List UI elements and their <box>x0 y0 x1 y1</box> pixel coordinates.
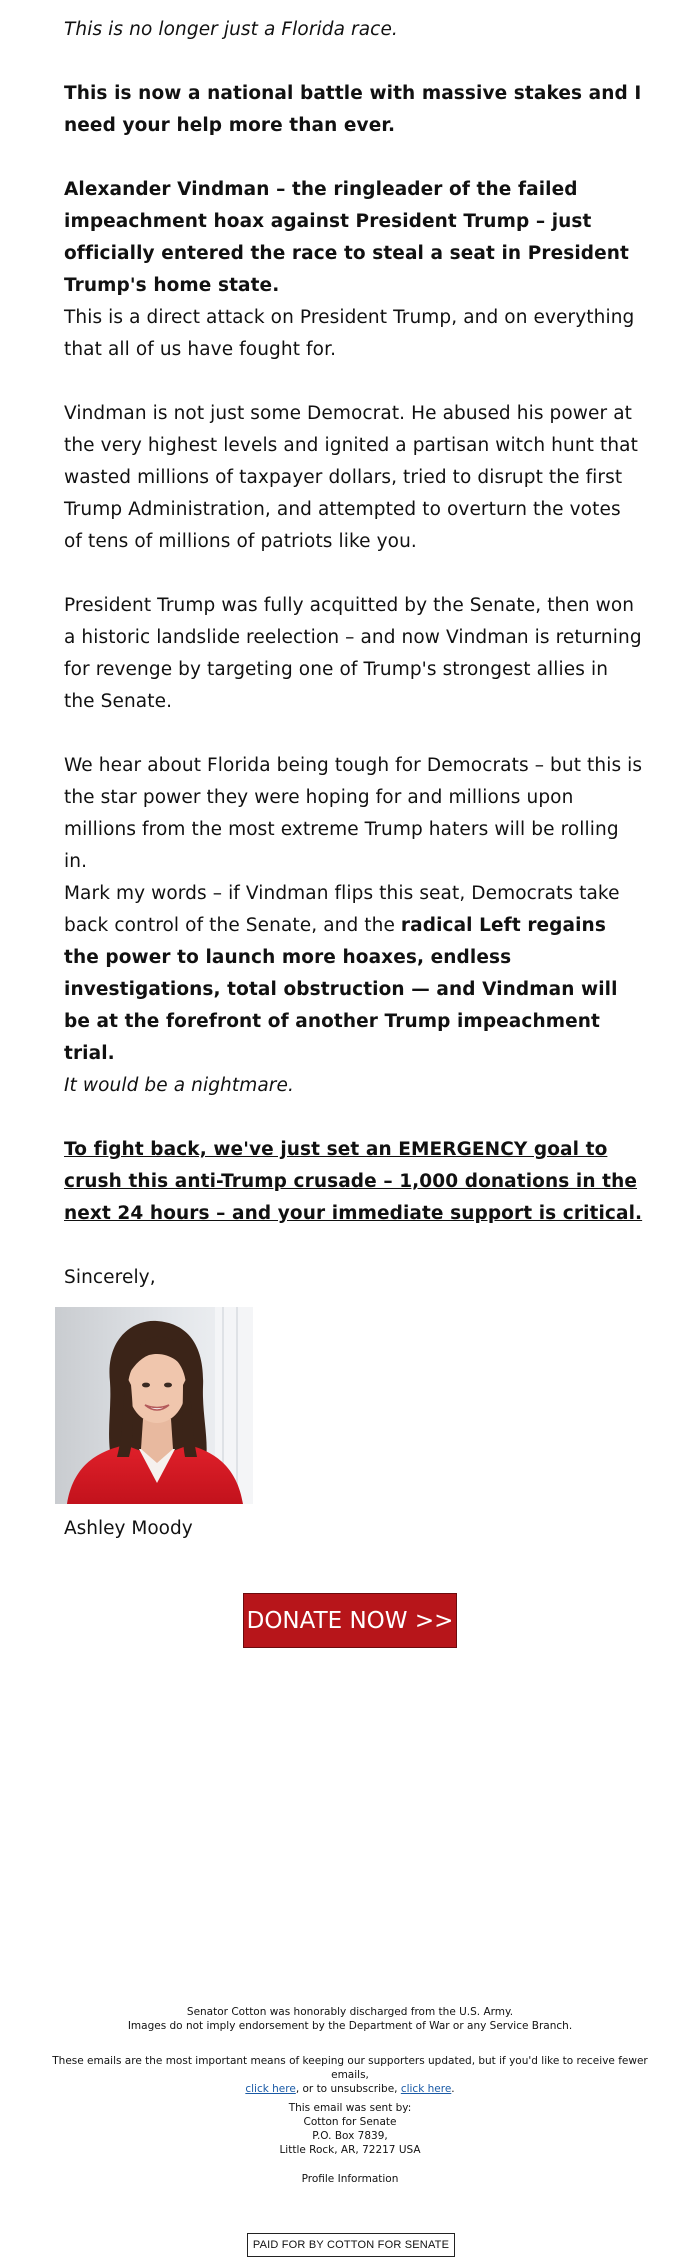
disclaimer-line-2: Images do not imply endorsement by the Department of War or any Service Branch. <box>127 2020 573 2032</box>
sender-po-box: P.O. Box 7839, <box>312 2130 388 2142</box>
footer-email-preferences <box>40 2054 660 2096</box>
unsubscribe-line <box>40 2082 660 2096</box>
florida-tough-paragraph: We hear about Florida being tough for Democrats – but this is the star power they were hoping for and millions upon millions from the most extreme Trump haters will be rolling in. <box>64 755 643 872</box>
mark-words-bold-text: radical Left regains the power to launch more hoaxes, endless investigations, total obstruction — and Vindman will be at the forefront of another Trump impeachment trial. <box>64 915 618 1064</box>
unsubscribe-end: . <box>451 2083 455 2095</box>
nightmare-paragraph: It would be a nightmare. <box>64 1075 294 1096</box>
national-battle-paragraph: This is now a national battle with massive stakes and I need your help more than ever. <box>64 83 642 136</box>
mark-my-words-paragraph <box>64 878 644 1070</box>
profile-information-link[interactable]: Profile Information <box>301 2173 399 2185</box>
ashley-moody-portrait <box>55 1307 253 1504</box>
fight-back-link[interactable]: To fight back, we've just set an EMERGENCY goal to crush this anti-Trump crusade – 1,000 donations in the next 24 hours – and your immediate support is critical. <box>64 1139 643 1224</box>
donate-now-button[interactable]: DONATE NOW >> <box>243 1593 457 1648</box>
preferences-text: These emails are the most important means of keeping our supporters updated, but if you'd like to receive fewer emails, <box>52 2055 648 2081</box>
fewer-emails-link[interactable]: click here <box>245 2083 296 2095</box>
acquitted-paragraph: President Trump was fully acquitted by the Senate, then won a historic landslide reelection – and now Vindman is returning for revenge by targeting one of Trump's strongest allies in the Senate. <box>64 595 642 712</box>
vindman-entered-paragraph: Alexander Vindman – the ringleader of the failed impeachment hoax against President Trump – just officially entered the race to steal a seat in President Trump's home state. <box>64 179 629 296</box>
signature-name: Ashley Moody <box>64 1518 193 1539</box>
closing-text: Sincerely, <box>64 1267 156 1288</box>
unsubscribe-text: , or to unsubscribe, <box>295 2083 401 2095</box>
footer-disclaimer <box>40 2005 660 2033</box>
paid-for-disclaimer-box: PAID FOR BY COTTON FOR SENATE <box>247 2233 455 2257</box>
abused-power-paragraph: Vindman is not just some Democrat. He abused his power at the very highest levels and ignited a partisan witch hunt that wasted millions of taxpayer dollars, tried to disrupt the first Trump Administration, and attempted to overturn the votes of tens of millions of patriots like you. <box>64 403 638 552</box>
unsubscribe-link[interactable]: click here <box>400 2083 452 2095</box>
disclaimer-line-1: Senator Cotton was honorably discharged from the U.S. Army. <box>186 2006 514 2018</box>
mark-words-plain-text: Mark my words – if Vindman flips this seat, Democrats take back control of the Senate, and the <box>64 883 620 936</box>
sender-city: Little Rock, AR, 72217 USA <box>279 2144 421 2156</box>
footer-sender-info <box>40 2101 660 2157</box>
sent-by-label: This email was sent by: <box>288 2102 412 2114</box>
direct-attack-paragraph: This is a direct attack on President Trump, and on everything that all of us have fought for. <box>64 307 635 360</box>
intro-paragraph: This is no longer just a Florida race. <box>64 19 398 40</box>
sender-org: Cotton for Senate <box>303 2116 397 2128</box>
